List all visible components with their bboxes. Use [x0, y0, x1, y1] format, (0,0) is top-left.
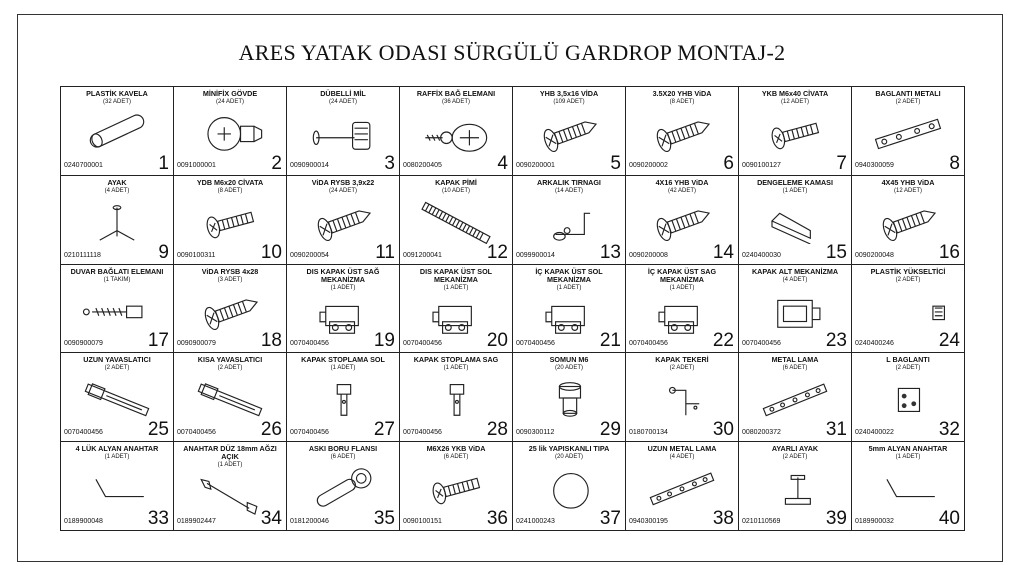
part-quantity: (1 ADET) — [556, 284, 582, 291]
part-code: 0090900014 — [290, 161, 329, 169]
part-number: 16 — [938, 241, 960, 263]
part-name: RAFFİX BAĞ ELEMANI — [416, 89, 496, 98]
part-number: 17 — [147, 330, 169, 352]
part-cell — [287, 353, 400, 442]
part-number: 25 — [147, 419, 169, 441]
part-name: YDB M6x20 CİVATA — [196, 177, 264, 187]
part-code: 0090900079 — [177, 340, 216, 348]
part-cell — [513, 87, 626, 176]
part-quantity: (1 ADET) — [104, 454, 130, 461]
part-cell — [852, 87, 965, 176]
part-name: YHB 3,5x16 VİDA — [539, 89, 599, 98]
part-quantity: (6 ADET) — [443, 454, 469, 461]
part-quantity: (2 ADET) — [895, 99, 921, 105]
part-code: 0091200041 — [403, 251, 442, 259]
connector-bolt-icon — [299, 109, 387, 155]
part-cell — [61, 353, 174, 442]
part-name: KAPAK ALT MEKANİZMA — [751, 266, 839, 276]
part-code: 0210110569 — [742, 518, 781, 525]
part-code: 0090200054 — [290, 251, 329, 259]
part-cell — [174, 442, 287, 531]
part-name: DENGELEME KAMASI — [757, 177, 833, 187]
part-quantity: (1 ADET) — [895, 454, 921, 461]
pipe-flange-icon — [299, 464, 387, 510]
part-number: 13 — [599, 241, 621, 263]
part-code: 0090900079 — [64, 340, 103, 348]
part-cell — [174, 176, 287, 265]
dowel-icon — [73, 109, 161, 155]
l-bracket-icon — [864, 375, 952, 421]
part-code: 0080200405 — [403, 161, 442, 169]
part-code: 0090200002 — [629, 161, 668, 169]
page-title: ARES YATAK ODASI SÜRGÜLÜ GARDROP MONTAJ-2 — [238, 40, 786, 65]
part-name: YKB M6x40 CİVATA — [761, 89, 829, 98]
part-name: KAPAK TEKERİ — [655, 355, 709, 365]
part-number: 12 — [486, 241, 508, 263]
part-quantity: (8 ADET) — [669, 99, 695, 105]
part-number: 29 — [599, 419, 621, 441]
part-cell — [174, 353, 287, 442]
soft-close-icon — [186, 375, 274, 421]
part-cell — [61, 87, 174, 176]
part-name: ASKI BORU FLANSI — [308, 444, 378, 454]
part-cell — [400, 87, 513, 176]
part-name: DUVAR BAĞLATI ELEMANI — [70, 266, 164, 276]
part-quantity: (1 TAKIM) — [103, 276, 131, 283]
part-code: 0070400456 — [403, 340, 442, 348]
part-number: 20 — [486, 330, 508, 352]
parts-grid — [60, 86, 965, 531]
part-code: 0240700001 — [64, 161, 103, 169]
part-number: 40 — [938, 508, 960, 529]
part-number: 2 — [271, 152, 282, 174]
part-number: 4 — [497, 152, 508, 174]
back-panel-clip-icon — [525, 198, 613, 244]
bolt-icon — [412, 464, 500, 510]
part-quantity: (2 ADET) — [782, 454, 808, 461]
part-number: 32 — [938, 419, 960, 441]
part-cell — [61, 176, 174, 265]
part-number: 24 — [938, 330, 960, 352]
part-code: 0180700134 — [629, 429, 668, 437]
part-quantity: (20 ADET) — [554, 454, 583, 461]
part-code: 0090200048 — [855, 251, 894, 259]
part-cell — [626, 353, 739, 442]
metal-strip-icon — [751, 375, 839, 421]
part-name: KAPAK PİMİ — [435, 177, 477, 187]
part-cell — [61, 265, 174, 354]
part-number: 11 — [375, 241, 395, 263]
part-name: 3.5X20 YHB ViDA — [652, 89, 712, 98]
screw-icon — [638, 109, 726, 155]
part-cell — [174, 265, 287, 354]
part-number: 38 — [712, 508, 734, 529]
part-name: DIS KAPAK ÜST SOL MEKANİZMA — [419, 266, 493, 284]
part-number: 23 — [825, 330, 847, 352]
wall-anchor-icon — [73, 287, 161, 333]
screw-icon — [638, 198, 726, 244]
part-cell — [513, 176, 626, 265]
door-wheel-icon — [638, 375, 726, 421]
part-number: 36 — [486, 508, 508, 529]
part-number: 30 — [712, 419, 734, 441]
part-quantity: (6 ADET) — [782, 365, 808, 372]
part-cell — [287, 442, 400, 531]
part-name: M6X26 YKB ViDA — [426, 444, 486, 454]
part-number: 18 — [260, 330, 282, 352]
part-name: AYAK — [107, 177, 127, 187]
part-number: 7 — [836, 152, 847, 174]
part-quantity: (8 ADET) — [217, 187, 243, 194]
part-name: METAL LAMA — [771, 355, 819, 365]
part-cell — [739, 353, 852, 442]
part-cell — [513, 265, 626, 354]
part-code: 0189900032 — [855, 518, 894, 525]
part-cell — [739, 87, 852, 176]
part-name: 25 lik YAPISKANLI TIPA — [528, 444, 610, 454]
part-number: 19 — [373, 330, 395, 352]
screw-icon — [525, 109, 613, 155]
part-cell — [626, 442, 739, 531]
screw-icon — [299, 198, 387, 244]
part-cell — [513, 442, 626, 531]
adjustable-foot-icon — [751, 464, 839, 510]
part-code: 0189902447 — [177, 518, 216, 525]
part-quantity: (4 ADET) — [669, 454, 695, 461]
bolt-icon — [751, 109, 839, 155]
part-quantity: (42 ADET) — [667, 187, 696, 194]
part-number: 33 — [147, 508, 169, 529]
part-code: 0090300112 — [516, 429, 555, 437]
part-code: 0240400246 — [855, 340, 894, 348]
part-quantity: (10 ADET) — [441, 187, 470, 194]
part-quantity: (109 ADET) — [553, 99, 585, 105]
part-cell — [852, 176, 965, 265]
part-quantity: (4 ADET) — [104, 187, 130, 194]
part-number: 3 — [384, 152, 395, 174]
part-number: 39 — [825, 508, 847, 529]
part-number: 35 — [373, 508, 395, 529]
part-code: 0070400456 — [64, 429, 103, 437]
part-name: ARKALIK TIRNAGI — [537, 177, 601, 187]
part-code: 0070400456 — [403, 429, 442, 437]
part-number: 1 — [158, 152, 169, 174]
part-name: 4X45 YHB ViDA — [881, 177, 935, 187]
part-number: 8 — [949, 152, 960, 174]
part-quantity: (2 ADET) — [895, 365, 921, 372]
part-quantity: (12 ADET) — [893, 187, 922, 194]
part-code: 0241000243 — [516, 518, 555, 525]
part-cell — [400, 265, 513, 354]
part-code: 0070400456 — [742, 340, 781, 348]
part-number: 15 — [825, 241, 847, 263]
wedge-icon — [751, 198, 839, 244]
plastic-riser-icon — [864, 287, 952, 333]
part-cell — [626, 265, 739, 354]
part-quantity: (24 ADET) — [328, 187, 357, 194]
part-number: 34 — [260, 508, 282, 529]
part-name: İÇ KAPAK ÜST SOL MEKANİZMA — [535, 266, 603, 284]
screw-icon — [186, 287, 274, 333]
part-name: KAPAK STOPLAMA SOL — [301, 355, 385, 365]
part-cell — [287, 87, 400, 176]
part-cell — [287, 176, 400, 265]
part-code: 0090200001 — [516, 161, 555, 169]
part-cell — [400, 176, 513, 265]
metal-plate-icon — [864, 109, 952, 155]
part-number: 37 — [599, 508, 621, 529]
minifix-cam-icon — [186, 109, 274, 155]
part-number: 27 — [373, 419, 395, 441]
adhesive-cap-icon — [525, 464, 613, 510]
allen-key-icon — [73, 464, 161, 510]
part-code: 0189900048 — [64, 518, 103, 525]
part-name: L BAGLANTI — [886, 355, 930, 365]
screw-icon — [864, 198, 952, 244]
part-code: 0090100127 — [742, 161, 781, 169]
part-code: 0070400456 — [290, 340, 329, 348]
part-code: 0070400456 — [177, 429, 216, 437]
part-cell — [852, 353, 965, 442]
part-quantity: (1 ADET) — [330, 284, 356, 291]
door-stop-icon — [299, 375, 387, 421]
part-code: 0090100311 — [177, 251, 216, 259]
part-quantity: (1 ADET) — [669, 284, 695, 291]
part-cell — [61, 442, 174, 531]
part-name: ViDA RYSB 3,9x22 — [311, 177, 375, 187]
part-name: 4 LÜK ALYAN ANAHTAR — [75, 444, 159, 454]
allen-key-icon — [864, 464, 952, 510]
part-cell — [513, 353, 626, 442]
part-name: SOMUN M6 — [549, 355, 589, 365]
threaded-rod-icon — [412, 198, 500, 244]
part-number: 22 — [712, 330, 734, 352]
part-cell — [626, 87, 739, 176]
part-quantity: (14 ADET) — [554, 187, 583, 194]
part-quantity: (36 ADET) — [441, 99, 470, 105]
nut-icon — [525, 375, 613, 421]
part-quantity: (20 ADET) — [554, 365, 583, 372]
part-name: ANAHTAR DÜZ 18mm AĞZI AÇIK — [183, 444, 277, 462]
part-name: PLASTİK YÜKSELTİCİ — [870, 266, 946, 276]
part-number: 5 — [610, 152, 621, 174]
part-code: 0210111118 — [64, 251, 101, 259]
part-quantity: (24 ADET) — [328, 99, 357, 105]
part-name: AYARLI AYAK — [771, 444, 819, 454]
part-code: 0070400456 — [290, 429, 329, 437]
part-code: 0090100151 — [403, 518, 442, 525]
part-quantity: (2 ADET) — [104, 365, 130, 372]
part-quantity: (1 ADET) — [443, 365, 469, 372]
part-code: 0099900014 — [516, 251, 555, 259]
part-name: MİNİFİX GÖVDE — [202, 89, 258, 98]
part-quantity: (24 ADET) — [215, 99, 244, 105]
part-number: 21 — [599, 330, 621, 352]
part-quantity: (3 ADET) — [217, 276, 243, 283]
part-number: 9 — [158, 241, 169, 263]
bolt-icon — [186, 198, 274, 244]
part-name: DÜBELLİ MİL — [320, 89, 366, 98]
part-code: 0940300195 — [629, 518, 668, 525]
part-quantity: (32 ADET) — [102, 99, 131, 105]
part-quantity: (6 ADET) — [330, 454, 356, 461]
part-cell — [287, 265, 400, 354]
part-name: KAPAK STOPLAMA SAG — [413, 355, 499, 365]
part-code: 0091000001 — [177, 161, 216, 169]
part-cell — [739, 176, 852, 265]
part-quantity: (1 ADET) — [782, 187, 808, 194]
part-number: 26 — [260, 419, 282, 441]
part-code: 0070400456 — [516, 340, 555, 348]
part-cell — [852, 265, 965, 354]
part-number: 6 — [723, 152, 734, 174]
part-code: 0240400030 — [742, 251, 781, 259]
part-code: 0070400456 — [629, 340, 668, 348]
part-name: UZUN METAL LAMA — [647, 444, 717, 454]
metal-strip-icon — [638, 464, 726, 510]
part-name: DIS KAPAK ÜST SAĞ MEKANİZMA — [306, 266, 380, 284]
part-quantity: (2 ADET) — [895, 276, 921, 283]
part-name: UZUN YAVASLATICI — [83, 355, 151, 365]
part-cell — [400, 353, 513, 442]
part-cell — [852, 442, 965, 531]
part-number: 28 — [486, 419, 508, 441]
part-quantity: (1 ADET) — [330, 365, 356, 372]
part-name: KISA YAVASLATICI — [197, 355, 263, 365]
part-quantity: (1 ADET) — [443, 284, 469, 291]
part-cell — [626, 176, 739, 265]
part-cell — [400, 442, 513, 531]
part-cell — [739, 265, 852, 354]
part-code: 0080200372 — [742, 429, 781, 437]
part-name: BAGLANTI METALI — [875, 89, 941, 98]
soft-close-icon — [73, 375, 161, 421]
part-quantity: (1 ADET) — [217, 462, 243, 469]
raffix-connector-icon — [412, 109, 500, 155]
door-stop-icon — [412, 375, 500, 421]
part-cell — [739, 442, 852, 531]
part-quantity: (4 ADET) — [782, 276, 808, 283]
part-name: PLASTİK KAVELA — [86, 89, 148, 98]
part-number: 10 — [260, 241, 282, 263]
part-code: 0940300059 — [855, 161, 894, 169]
part-name: ViDA RYSB 4x28 — [201, 266, 259, 276]
leg-icon — [73, 198, 161, 244]
part-quantity: (2 ADET) — [669, 365, 695, 372]
part-number: 31 — [825, 419, 847, 441]
part-name: 4X16 YHB ViDA — [655, 177, 709, 187]
part-name: İÇ KAPAK ÜST SAG MEKANİZMA — [647, 266, 717, 284]
part-number: 14 — [712, 241, 734, 263]
part-quantity: (2 ADET) — [217, 365, 243, 372]
part-quantity: (12 ADET) — [780, 99, 809, 105]
part-code: 0090200008 — [629, 251, 668, 259]
part-cell — [174, 87, 287, 176]
part-code: 0181200046 — [290, 518, 329, 525]
bottom-mechanism-icon — [751, 287, 839, 333]
part-name: 5mm ALYAN ANAHTAR — [868, 444, 948, 454]
part-code: 0240400022 — [855, 429, 894, 437]
